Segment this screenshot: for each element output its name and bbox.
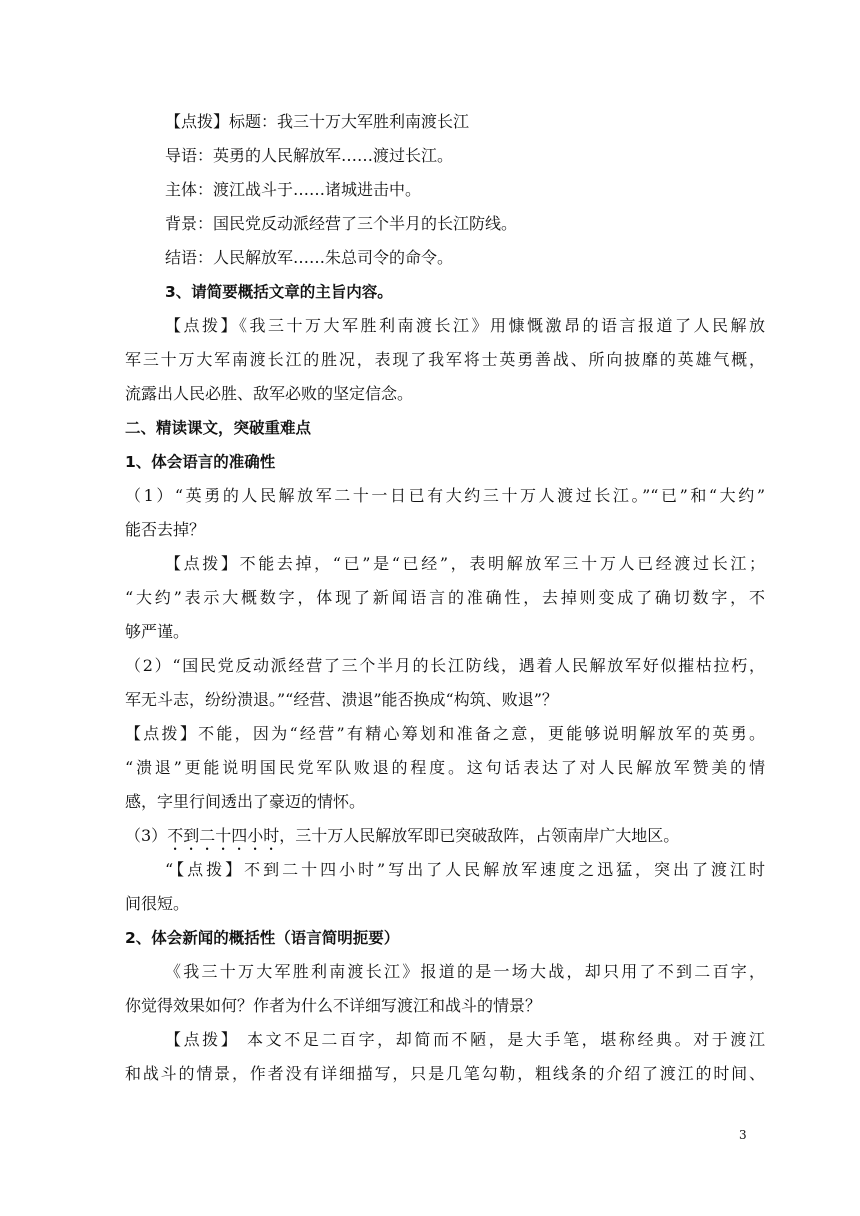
question-heading: 3、请简要概括文章的主旨内容。 xyxy=(165,283,393,301)
section-heading: 二、精读课文，突破重难点 xyxy=(125,419,312,437)
paragraph-line: 主体：渡江战斗于……诸城进击中。 xyxy=(165,180,422,199)
paragraph-line: 和战斗的情景，作者没有详细描写，只是几笔勾勒，粗线条的介绍了渡江的时间、 xyxy=(125,1064,765,1083)
paragraph-line: 结语：人民解放军……朱总司令的命令。 xyxy=(165,248,454,267)
paragraph-line: （2）“国民党反动派经营了三个半月的长江防线，遇着人民解放军好似摧枯拉朽， xyxy=(125,656,765,675)
paragraph-line: 【点拨】 本文不足二百字，却简而不陋，是大手笔，堪称经典。对于渡江 xyxy=(165,1030,765,1049)
paragraph-line: 军无斗志，纷纷溃退。”“经营、溃退”能否换成“构筑、败退”？ xyxy=(125,690,558,709)
subsection-heading: 1、体会语言的准确性 xyxy=(125,453,276,471)
paragraph-line xyxy=(125,819,765,853)
paragraph-line: 【点拨】标题：我三十万大军胜利南渡长江 xyxy=(165,112,470,131)
page-body xyxy=(125,105,765,1091)
paragraph-line: 军三十万大军南渡长江的胜况，表现了我军将士英勇善战、所向披靡的英雄气概， xyxy=(125,350,765,369)
paragraph-line: 导语：英勇的人民解放军……渡过长江。 xyxy=(165,146,454,165)
subsection-heading: 2、体会新闻的概括性（语言简明扼要） xyxy=(125,929,400,947)
paragraph-line: “大约”表示大概数字，体现了新闻语言的准确性，去掉则变成了确切数字，不 xyxy=(125,588,765,607)
emphasized-phrase: 不到二十四小时 xyxy=(167,826,280,845)
paragraph-line: 间很短。 xyxy=(125,894,190,913)
paragraph-line: 流露出人民必胜、敌军必败的坚定信念。 xyxy=(125,384,414,403)
paragraph-line: 感，字里行间透出了豪迈的情怀。 xyxy=(125,792,366,811)
paragraph-line: 你觉得效果如何？作者为什么不详细写渡江和战斗的情景？ xyxy=(125,996,542,1015)
paragraph-line: “溃退”更能说明国民党军队败退的程度。这句话表达了对人民解放军赞美的情 xyxy=(125,758,765,777)
paragraph-line: 【点拨】《我三十万大军胜利南渡长江》用慷慨激昂的语言报道了人民解放 xyxy=(165,316,765,335)
line-suffix: ，三十万人民解放军即已突破敌阵，占领南岸广大地区。 xyxy=(279,826,680,845)
paragraph-line: （1）“英勇的人民解放军二十一日已有大约三十万人渡过长江。”“已”和“大约” xyxy=(125,486,765,505)
paragraph-line: “【点拨】不到二十四小时”写出了人民解放军速度之迅猛，突出了渡江时 xyxy=(165,860,765,879)
paragraph-line: 【点拨】不能，因为“经营”有精心筹划和准备之意，更能够说明解放军的英勇。 xyxy=(125,724,765,743)
paragraph-line: 能否去掉？ xyxy=(125,520,206,539)
paragraph-line: 《我三十万大军胜利南渡长江》报道的是一场大战，却只用了不到二百字， xyxy=(165,962,765,981)
paragraph-line: 背景：国民党反动派经营了三个半月的长江防线。 xyxy=(165,214,518,233)
paragraph-line: 够严谨。 xyxy=(125,622,190,641)
line-prefix: （3） xyxy=(125,826,168,845)
paragraph-line: 【点拨】不能去掉，“已”是“已经”，表明解放军三十万人已经渡过长江； xyxy=(165,554,765,573)
page-number: 3 xyxy=(739,1128,747,1142)
